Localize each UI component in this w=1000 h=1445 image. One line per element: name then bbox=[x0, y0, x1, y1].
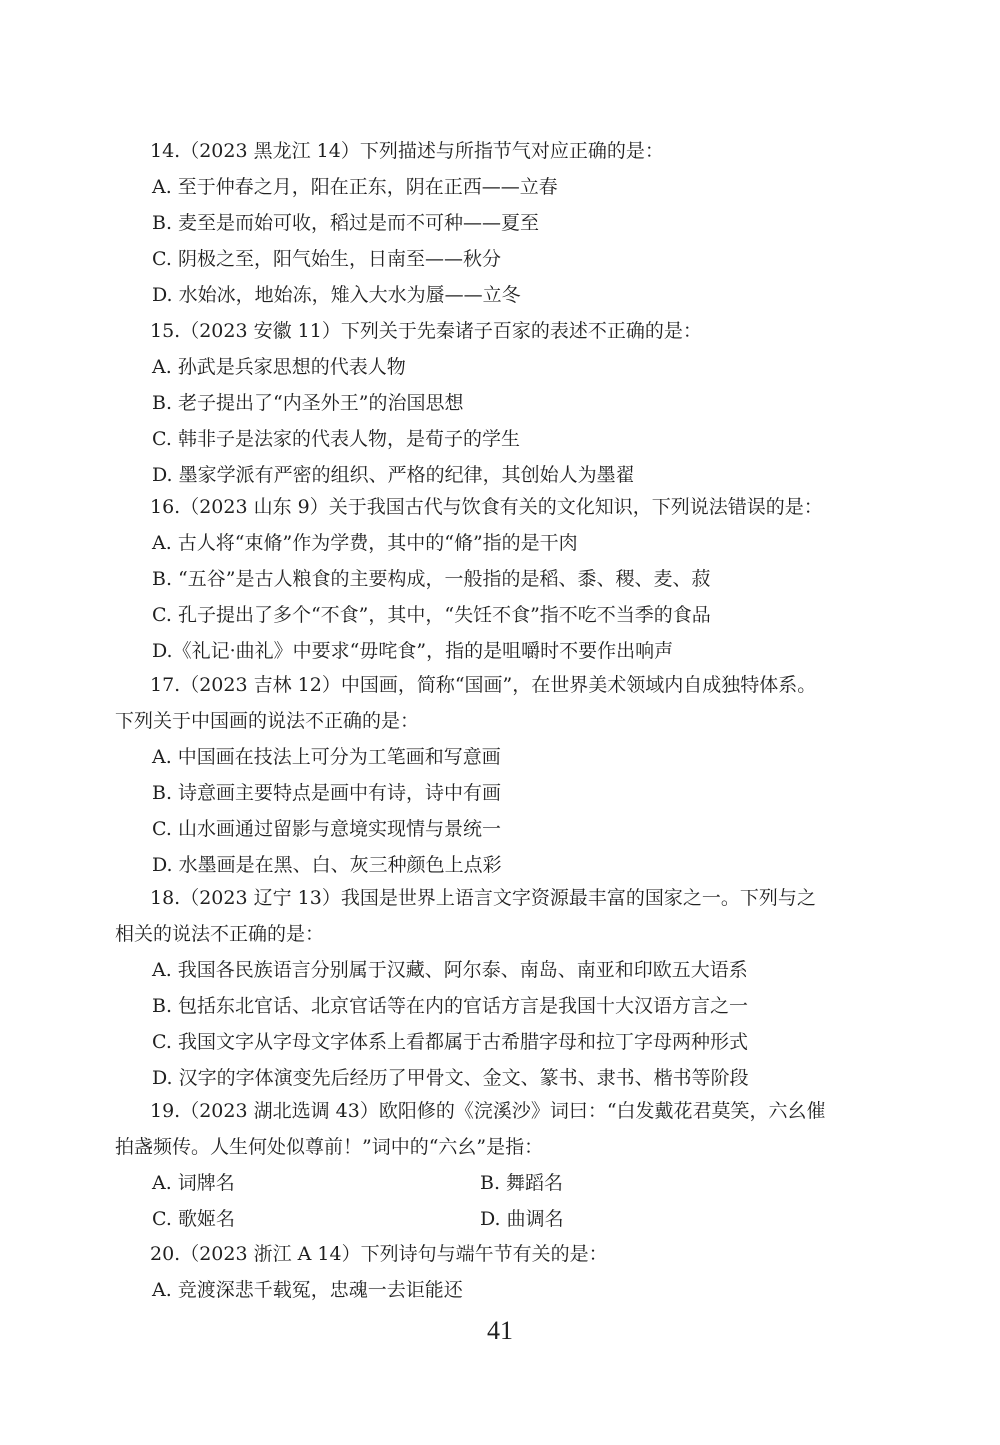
question-stem: 16.（2023 山东 9）关于我国古代与饮食有关的文化知识，下列说法错误的是： bbox=[150, 496, 823, 518]
question-18 bbox=[0, 880, 1000, 1096]
question-20 bbox=[0, 1236, 1000, 1308]
option-a: A. 孙武是兵家思想的代表人物 bbox=[152, 356, 406, 378]
option-c: C. 山水画通过留影与意境实现情与景统一 bbox=[152, 818, 501, 840]
option-b: B. 诗意画主要特点是画中有诗，诗中有画 bbox=[152, 782, 502, 804]
option-c: C. 韩非子是法家的代表人物，是荀子的学生 bbox=[152, 428, 520, 450]
option-c: C. 孔子提出了多个“不食”，其中，“失饪不食”指不吃不当季的食品 bbox=[152, 604, 711, 626]
question-17 bbox=[0, 667, 1000, 883]
question-stem: 18.（2023 辽宁 13）我国是世界上语言文字资源最丰富的国家之一。下列与之 bbox=[150, 887, 816, 909]
option-d: D. 水始冰，地始冻，雉入大水为蜃——立冬 bbox=[152, 284, 521, 306]
option-a: A. 竞渡深悲千载冤，忠魂一去讵能还 bbox=[152, 1279, 463, 1301]
option-a: A. 古人将“束脩”作为学费，其中的“脩”指的是干肉 bbox=[152, 532, 578, 554]
option-a: A. 我国各民族语言分别属于汉藏、阿尔泰、南岛、南亚和印欧五大语系 bbox=[152, 959, 748, 981]
option-b: B. 舞蹈名 bbox=[480, 1172, 564, 1194]
option-c: C. 阴极之至，阳气始生，日南至——秋分 bbox=[152, 248, 501, 270]
option-c: C. 歌姬名 bbox=[152, 1208, 235, 1230]
question-stem-continued: 相关的说法不正确的是： bbox=[115, 923, 325, 945]
question-16 bbox=[0, 489, 1000, 669]
option-c: C. 我国文字从字母文字体系上看都属于古希腊字母和拉丁字母两种形式 bbox=[152, 1031, 748, 1053]
option-row bbox=[0, 1201, 1000, 1237]
question-stem: 19.（2023 湖北选调 43）欧阳修的《浣溪沙》词曰：“白发戴花君莫笑，六幺催 bbox=[150, 1100, 826, 1122]
option-a: A. 中国画在技法上可分为工笔画和写意画 bbox=[152, 746, 501, 768]
question-14 bbox=[0, 133, 1000, 313]
question-15 bbox=[0, 313, 1000, 493]
option-row bbox=[0, 1165, 1000, 1201]
option-d: D.《礼记·曲礼》中要求“毋咤食”，指的是咀嚼时不要作出响声 bbox=[152, 640, 674, 662]
option-d: D. 曲调名 bbox=[480, 1208, 564, 1230]
option-b: B. 包括东北官话、北京官话等在内的官话方言是我国十大汉语方言之一 bbox=[152, 995, 749, 1017]
question-stem-continued: 拍盏频传。人生何处似尊前！”词中的“六幺”是指： bbox=[115, 1136, 544, 1158]
option-b: B. 麦至是而始可收，稻过是而不可种——夏至 bbox=[152, 212, 540, 234]
option-a: A. 词牌名 bbox=[152, 1172, 235, 1194]
option-d: D. 水墨画是在黑、白、灰三种颜色上点彩 bbox=[152, 854, 502, 876]
question-stem: 17.（2023 吉林 12）中国画，简称“国画”，在世界美术领域内自成独特体系。 bbox=[150, 674, 817, 696]
option-d: D. 汉字的字体演变先后经历了甲骨文、金文、篆书、隶书、楷书等阶段 bbox=[152, 1067, 749, 1089]
question-stem: 20.（2023 浙江 A 14）下列诗句与端午节有关的是： bbox=[150, 1243, 608, 1265]
option-b: B. 老子提出了“内圣外王”的治国思想 bbox=[152, 392, 464, 414]
option-b: B. “五谷”是古人粮食的主要构成，一般指的是稻、黍、稷、麦、菽 bbox=[152, 568, 711, 590]
question-stem-continued: 下列关于中国画的说法不正确的是： bbox=[115, 710, 420, 732]
question-stem: 14.（2023 黑龙江 14）下列描述与所指节气对应正确的是： bbox=[150, 140, 664, 162]
option-a: A. 至于仲春之月，阳在正东，阴在正西——立春 bbox=[152, 176, 558, 198]
option-d: D. 墨家学派有严密的组织、严格的纪律，其创始人为墨翟 bbox=[152, 464, 635, 486]
question-19 bbox=[0, 1093, 1000, 1237]
question-stem: 15.（2023 安徽 11）下列关于先秦诸子百家的表述不正确的是： bbox=[150, 320, 702, 342]
page-number: 41 bbox=[487, 1316, 513, 1345]
